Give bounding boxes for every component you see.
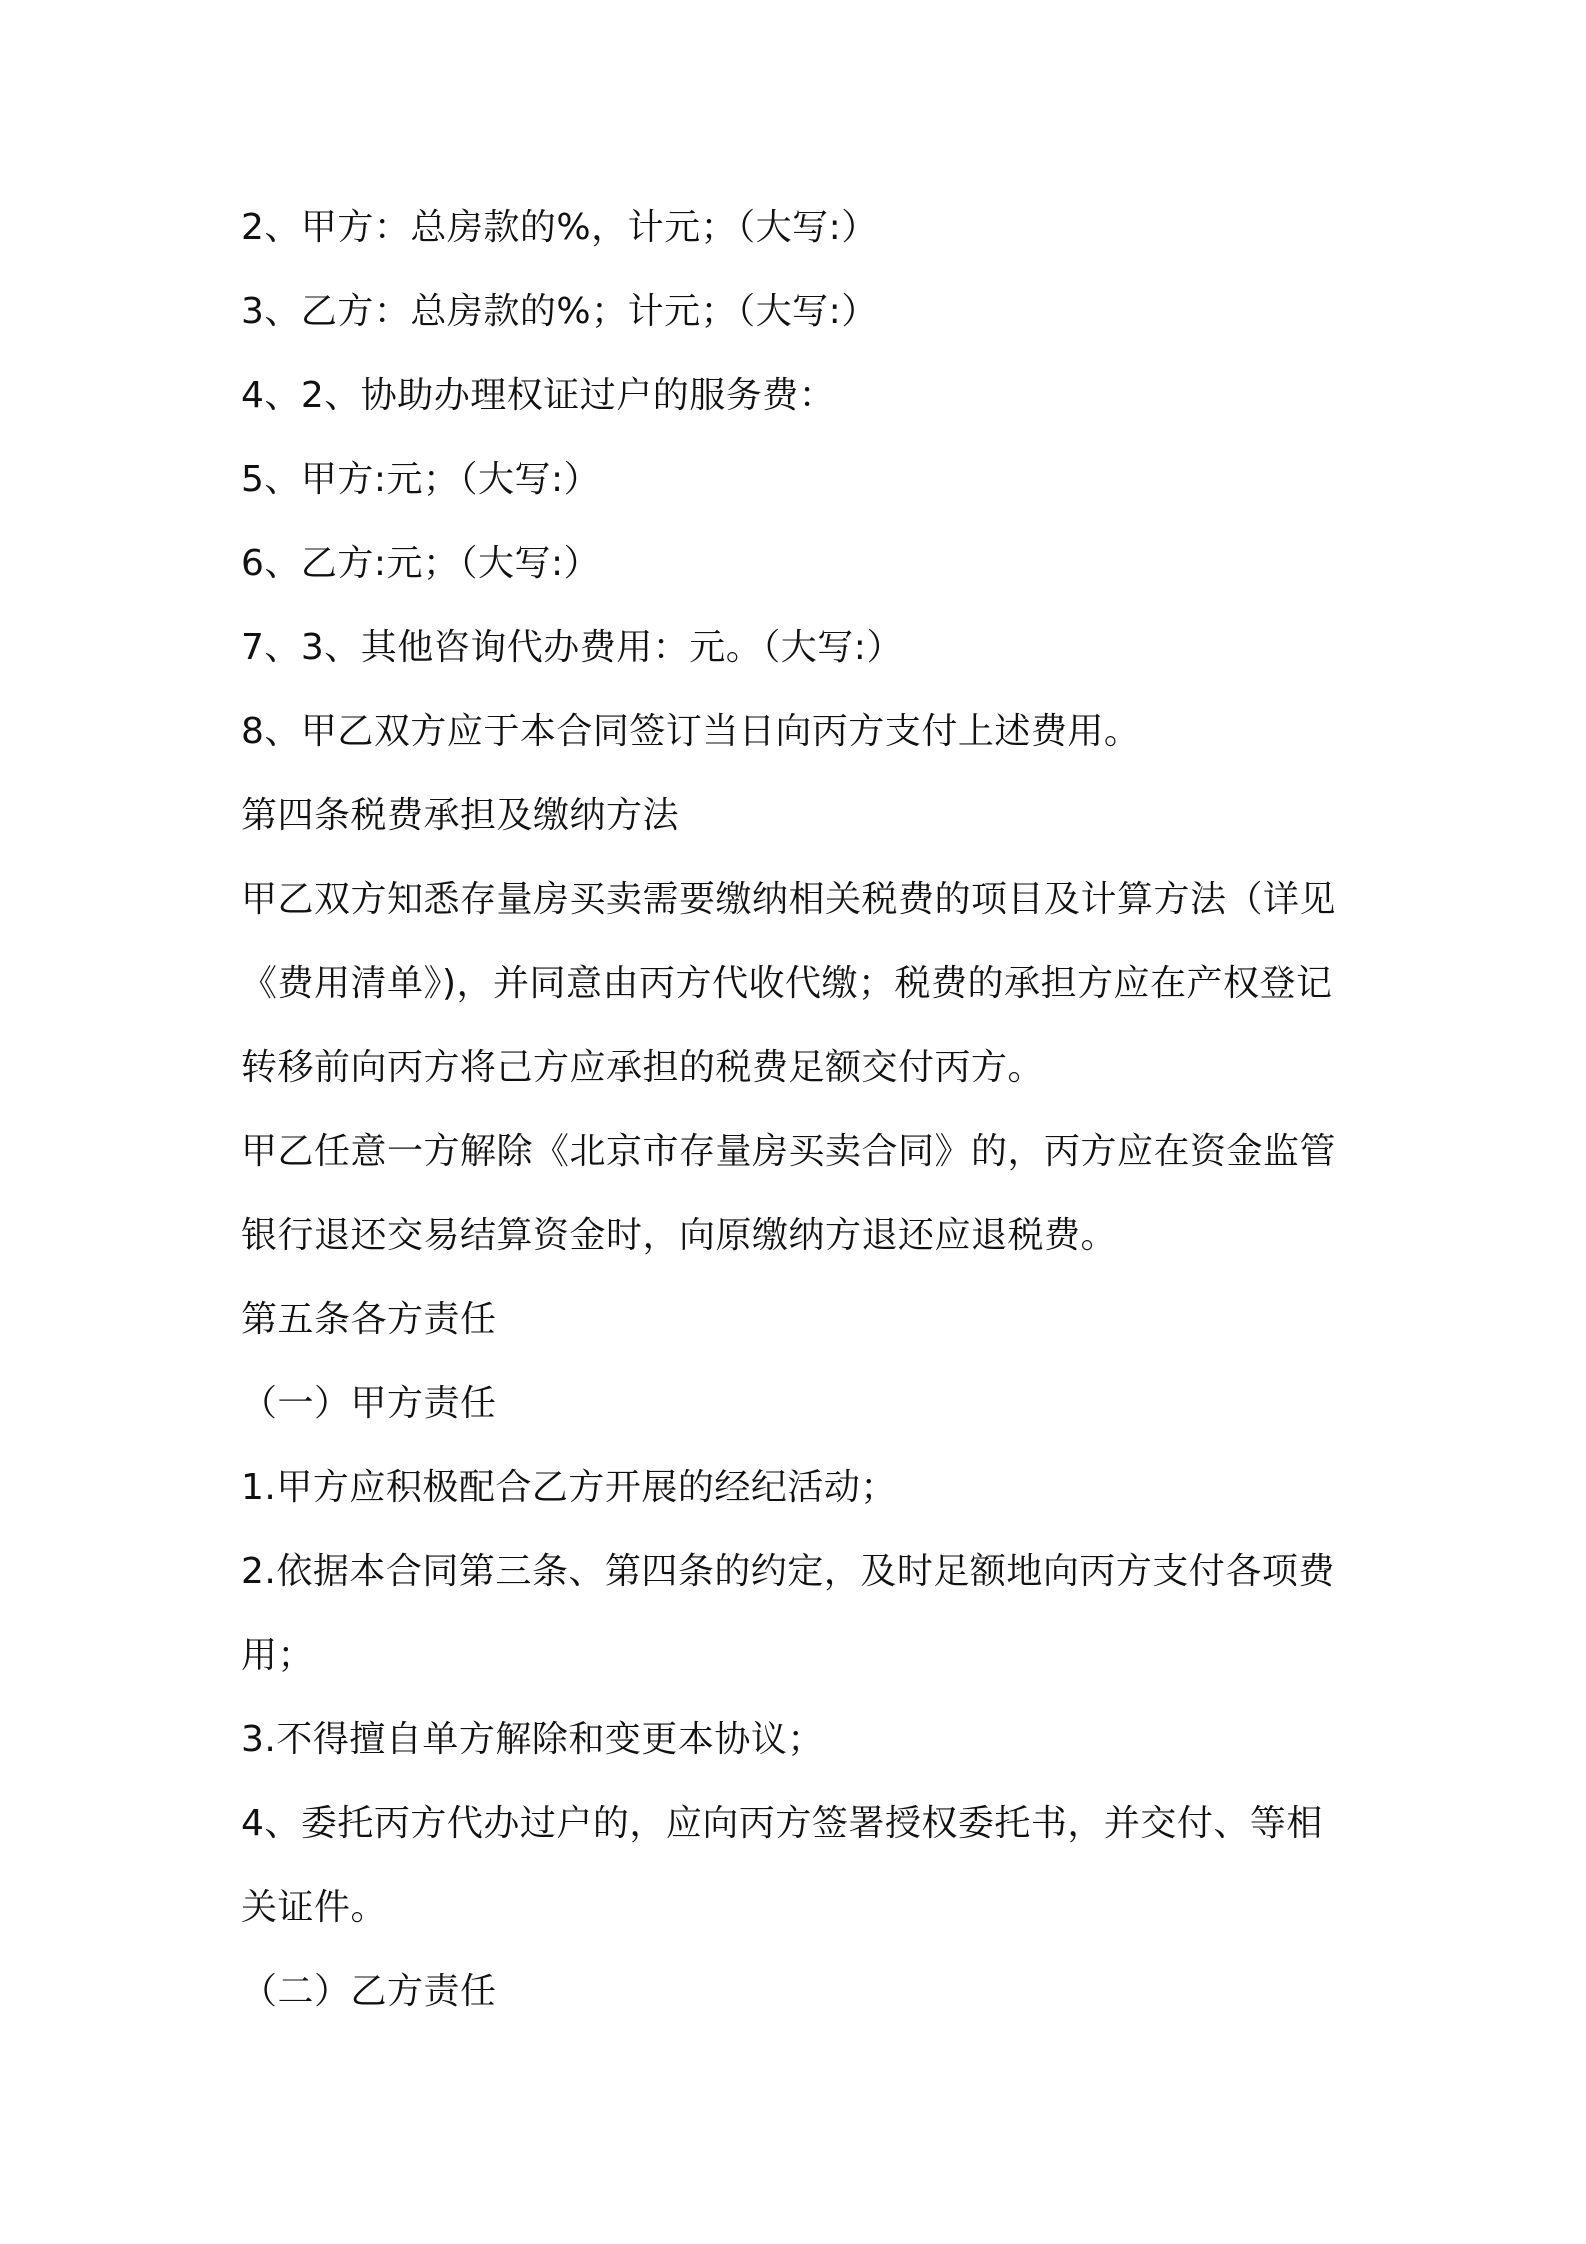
article-four-heading: 第四条税费承担及缴纳方法 xyxy=(241,795,680,836)
party-a-duty-2-line-2: 用； xyxy=(241,1635,315,1676)
paragraph-payment-date: 8、甲乙双方应于本合同签订当日向丙方支付上述费用。 xyxy=(241,711,1141,752)
paragraph-party-b-amount: 6、乙方:元；（大写:） xyxy=(241,543,601,584)
party-a-duty-4-line-1: 4、委托丙方代办过户的，应向丙方签署授权委托书，并交付、等相 xyxy=(241,1803,1323,1844)
article-four-text-line-1: 甲乙双方知悉存量房买卖需要缴纳相关税费的项目及计算方法（详见 xyxy=(241,879,1337,920)
article-four-refund-line-1: 甲乙任意一方解除《北京市存量房买卖合同》的，丙方应在资金监管 xyxy=(241,1131,1337,1172)
party-a-duty-1: 1.甲方应积极配合乙方开展的经纪活动； xyxy=(241,1467,897,1508)
party-a-duty-2-line-1: 2.依据本合同第三条、第四条的约定，及时足额地向丙方支付各项费 xyxy=(241,1551,1335,1592)
article-four-text-line-2: 《费用清单》)，并同意由丙方代收代缴；税费的承担方应在产权登记 xyxy=(241,963,1333,1004)
paragraph-fee-party-a-percent: 2、甲方：总房款的%，计元；（大写:） xyxy=(241,207,878,248)
paragraph-party-a-amount: 5、甲方:元；（大写:） xyxy=(241,459,601,500)
party-a-responsibility-heading: （一）甲方责任 xyxy=(241,1383,497,1424)
paragraph-fee-party-b-percent: 3、乙方：总房款的%；计元；（大写:） xyxy=(241,291,878,332)
paragraph-other-fees: 7、3、其他咨询代办费用：元。（大写:） xyxy=(241,627,903,668)
party-b-responsibility-heading: （二）乙方责任 xyxy=(241,1971,497,2012)
article-four-text-line-3: 转移前向丙方将己方应承担的税费足额交付丙方。 xyxy=(241,1047,1045,1088)
article-five-heading: 第五条各方责任 xyxy=(241,1299,497,1340)
paragraph-transfer-service-fee: 4、2、协助办理权证过户的服务费： xyxy=(241,375,836,416)
party-a-duty-3: 3.不得擅自单方解除和变更本协议； xyxy=(241,1719,824,1760)
article-four-refund-line-2: 银行退还交易结算资金时，向原缴纳方退还应退税费。 xyxy=(241,1215,1118,1256)
party-a-duty-4-line-2: 关证件。 xyxy=(241,1887,388,1928)
